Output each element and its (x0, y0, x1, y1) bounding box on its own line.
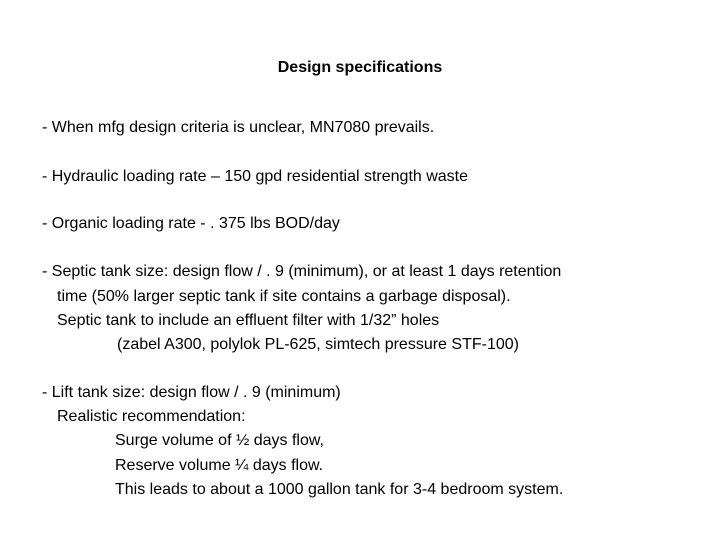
lift-reserve-volume: Reserve volume ¼ days flow. (115, 457, 324, 474)
slide-title: Design specifications (277, 59, 443, 76)
lift-recommendation-heading: Realistic recommendation: (57, 408, 246, 425)
bullet-mfg-criteria: - When mfg design criteria is unclear, MN7080 prevails. (42, 119, 435, 136)
bullet-organic-loading: - Organic loading rate - . 375 lbs BOD/day (42, 215, 340, 232)
septic-filter-examples: (zabel A300, polylok PL-625, simtech pressure STF-100) (117, 336, 519, 353)
bullet-lift-tank-size: - Lift tank size: design flow / . 9 (minimum) (42, 384, 341, 401)
septic-filter-line: Septic tank to include an effluent filter with 1/32” holes (57, 312, 440, 329)
lift-tank-conclusion: This leads to about a 1000 gallon tank for 3-4 bedroom system. (115, 481, 564, 498)
bullet-hydraulic-loading: - Hydraulic loading rate – 150 gpd residential strength waste (42, 168, 469, 185)
bullet-septic-tank-size: - Septic tank size: design flow / . 9 (minimum), or at least 1 days retention (42, 263, 562, 280)
lift-surge-volume: Surge volume of ½ days flow, (115, 432, 324, 449)
septic-retention-line: time (50% larger septic tank if site contains a garbage disposal). (57, 288, 511, 305)
